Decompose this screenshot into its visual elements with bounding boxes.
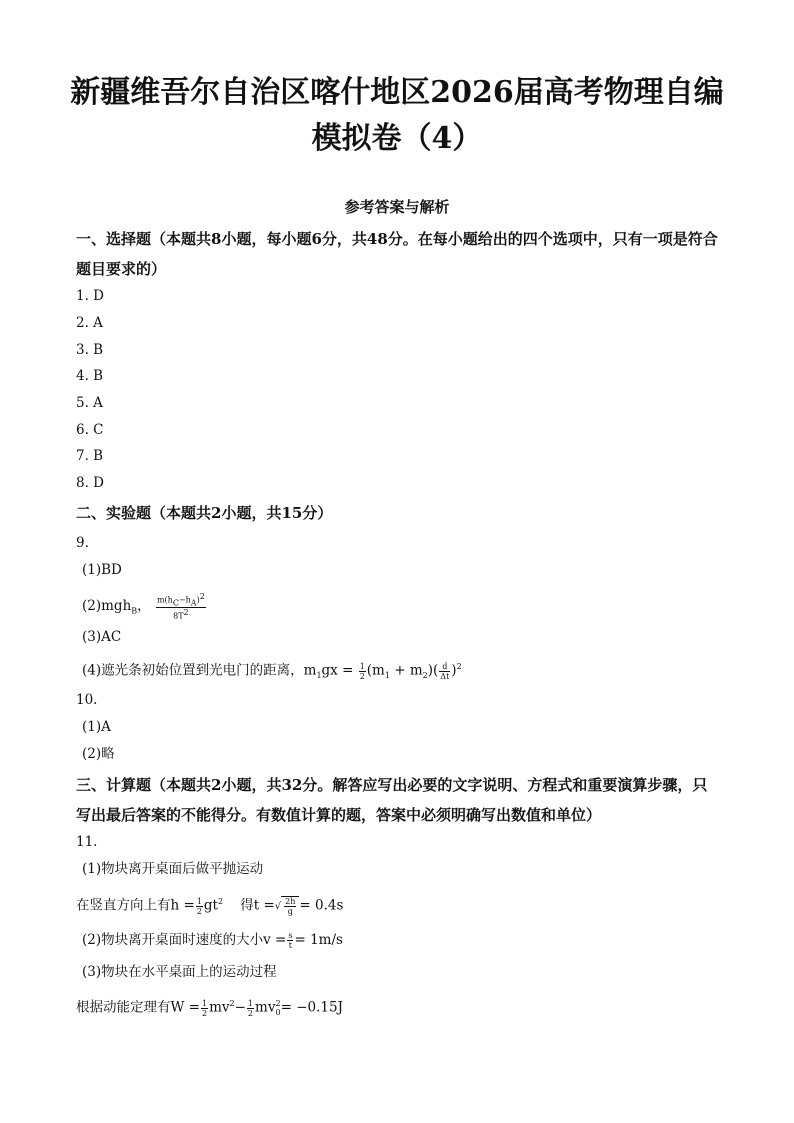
q10-part-2: (2)略: [82, 746, 115, 762]
q11-equation-3: 根据动能定理有W = $\frac{1}{2}$ $mv^2-$ $\frac{1}{2}$ $mv^2_0= -0.15J$: [76, 998, 344, 1018]
answer-4: 4. B: [76, 368, 104, 384]
q10-part-1: (1)A: [82, 719, 111, 735]
question-10-number: 10.: [76, 692, 98, 708]
section-heading-calculation: 三、计算题（本题共2小题，共32分。解答应写出必要的文字说明、方程式和重要演算步骤，只写出最后答案的不能得分。有数值计算的题，答案中必须明确写出数值和单位）: [76, 776, 708, 824]
q9-part-4: (4)遮光条初始位置到光电门的距离，$m_1gx$ = $\frac{1}{2}$ $(m_1 + m_2)$( $\frac{d}{\Delta t}$ )$^2$: [82, 661, 462, 681]
q9-part-1: (1)BD: [82, 562, 122, 578]
answer-8: 8. D: [76, 475, 104, 491]
answer-5: 5. A: [76, 395, 103, 411]
q11-part-3: (3)物块在水平桌面上的运动过程: [82, 964, 277, 980]
answer-2: 2. A: [76, 315, 103, 331]
answer-1: 1. D: [76, 288, 104, 304]
question-9-number: 9.: [76, 535, 89, 551]
q9-fraction: $\frac{m(h_C-h_A)^2}{8T^2}$: [156, 592, 205, 621]
q9-part-3: (3)AC: [82, 629, 122, 645]
q11-equation-1: 在竖直方向上有h = $\frac{1}{2}$ $gt^2$ 得t =√ $\frac{2h}{g}$ = 0.4s: [76, 896, 344, 916]
answer-3: 3. B: [76, 342, 104, 358]
section-heading-experiment: 二、实验题（本题共2小题，共15分）: [76, 504, 333, 522]
page-subtitle: 参考答案与解析: [344, 198, 450, 216]
q9-part-2: (2)mgh$_B$， $\frac{m(h_C-h_A)^2}{8T^2}$: [82, 592, 205, 621]
page-title: 新疆维吾尔自治区喀什地区2026届高考物理自编模拟卷（4）: [70, 75, 724, 156]
section-heading-choice: 一、选择题（本题共8小题，每小题6分，共48分。在每小题给出的四个选项中，只有一项是符合题目要求的）: [76, 230, 718, 278]
q11-part-1: (1)物块离开桌面后做平抛运动: [82, 861, 264, 877]
answer-6: 6. C: [76, 422, 104, 438]
question-11-number: 11.: [76, 834, 98, 850]
answer-7: 7. B: [76, 448, 104, 464]
square-root: √ $\frac{2h}{g}$: [275, 896, 300, 916]
q11-part-2: (2)物块离开桌面时速度的大小v = $\frac{s}{t}$ = 1m/s: [82, 931, 343, 950]
